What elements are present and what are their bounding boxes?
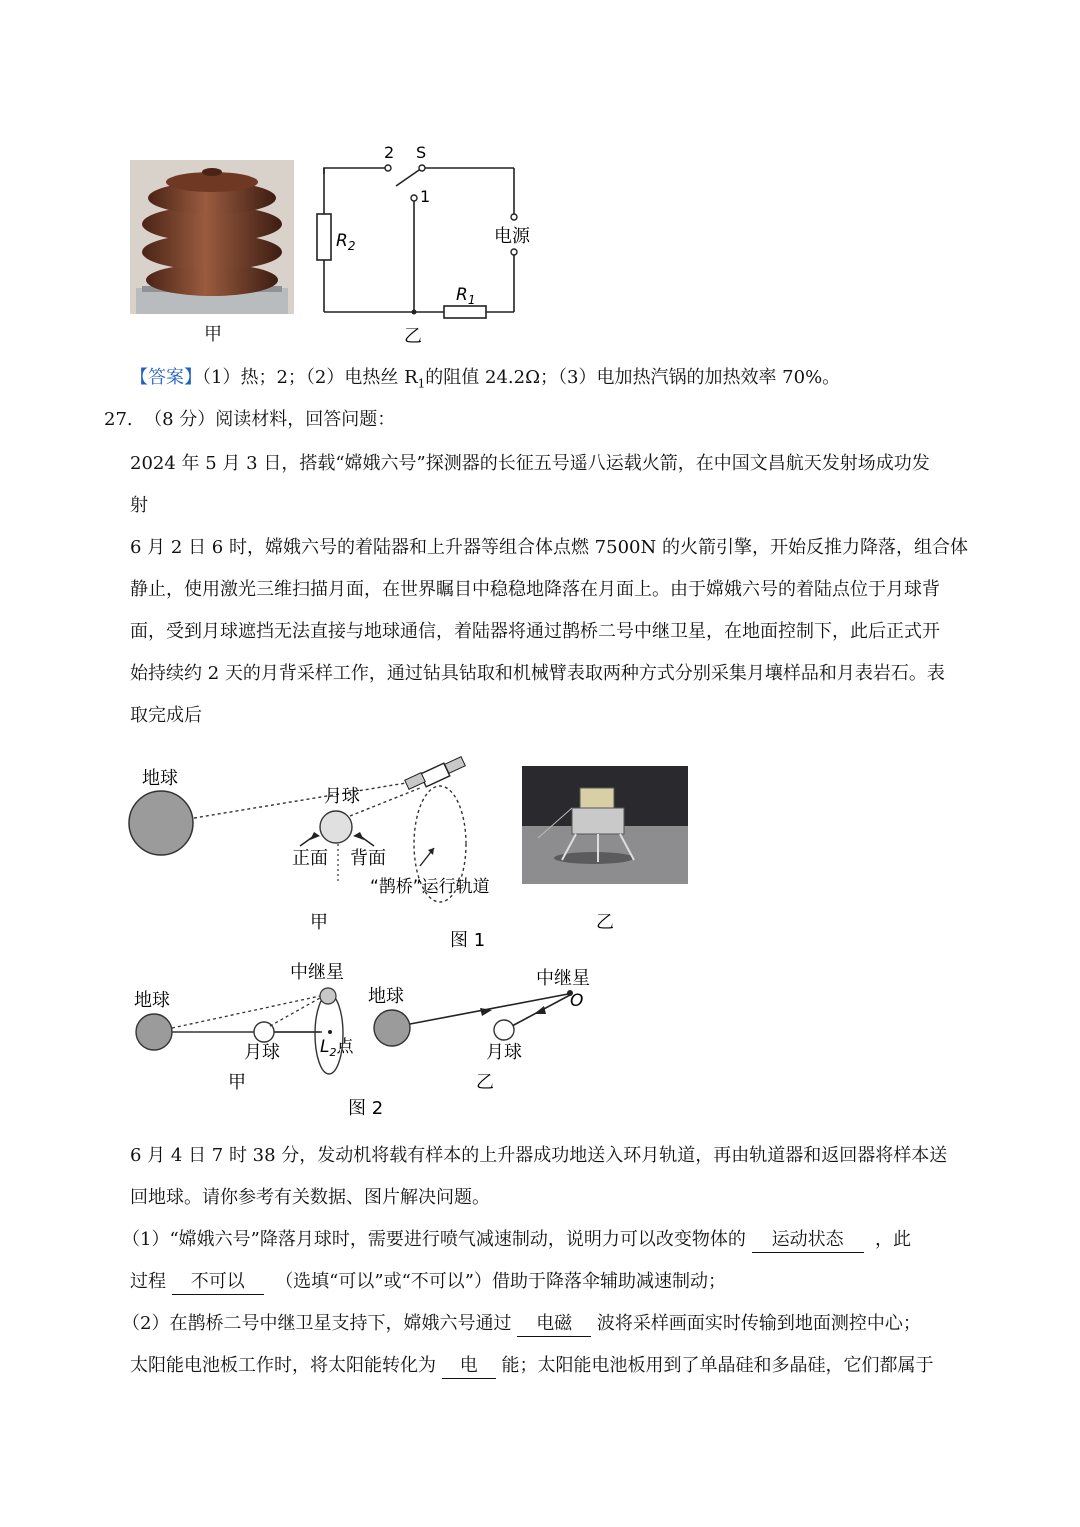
r2-label: $R_2$ xyxy=(336,231,356,253)
para2-line3: 面，受到月球遮挡无法直接与地球通信，着陆器将通过鹊桥二号中继卫星，在地面控制下，此后正式开 xyxy=(130,621,940,642)
l2-point xyxy=(328,1030,332,1034)
sub-question-1-line1: （1）“嫦娥六号”降落月球时，需要进行喷气减速制动，说明力可以改变物体的 运动状态 ，此 xyxy=(122,1228,911,1253)
front-arrow xyxy=(310,832,320,840)
question-27-header: 27. （8 分）阅读材料，回答问题： xyxy=(104,409,396,430)
fig1-yi-label: 乙 xyxy=(596,912,614,933)
moon-relay-link xyxy=(350,788,420,816)
switch-blade xyxy=(396,168,422,186)
para2-line5: 取完成后 xyxy=(130,705,202,726)
sub-question-1-line2: 过程 不可以 （选填“可以”或“不可以”）借助于降落伞辅助减速制动； xyxy=(130,1270,726,1295)
para2-line4: 始持续约 2 天的月背采样工作，通过钻具钻取和机械臂表取两种方式分别采集月壤样品和月表岩石。表 xyxy=(130,663,945,684)
junction-dot xyxy=(412,310,417,315)
l2-point-label: $L_2$点 xyxy=(320,1037,354,1059)
back-arrow xyxy=(353,832,364,840)
figure-1-caption: 图 1 xyxy=(450,930,486,951)
power-source-label: 电源 xyxy=(494,226,530,247)
fig2-earth-circle xyxy=(136,1014,172,1050)
resistor-r2 xyxy=(317,214,331,260)
resistor-r1 xyxy=(444,306,486,318)
para3-line1: 6 月 4 日 7 时 38 分，发动机将载有样本的上升器成功地送入环月轨道，再由轨道器和返回器将样本送 xyxy=(130,1145,948,1166)
answer-tag: 【答案】 xyxy=(130,367,202,388)
fig2-earth-relay-link xyxy=(172,996,320,1028)
para2-line1: 6 月 2 日 6 时，嫦娥六号的着陆器和上升器等组合体点燃 7500N 的火箭引擎，开始反推力降落，组合体 xyxy=(130,537,968,558)
fig2-moon-relay-link xyxy=(270,998,320,1026)
fig2-moon-label: 月球 xyxy=(244,1042,280,1063)
fig2b-o-label: O xyxy=(570,991,584,1011)
sub-question-2-line1: （2）在鹊桥二号中继卫星支持下，嫦娥六号通过 电磁 波将采样画面实时传输到地面测控中心； xyxy=(122,1312,921,1337)
figure-2-caption: 图 2 xyxy=(348,1098,384,1119)
l2-halo-orbit xyxy=(315,994,343,1074)
fig2-jia-label: 甲 xyxy=(228,1072,246,1093)
fig2-earth-label: 地球 xyxy=(134,990,170,1011)
answer-blank-electromagnetic: 电磁 xyxy=(517,1312,591,1337)
front-side-label: 正面 xyxy=(292,848,328,869)
fig2b-relay-label: 中继星 xyxy=(536,968,590,989)
fig2-relay-icon xyxy=(320,988,336,1004)
moon-label: 月球 xyxy=(324,786,360,807)
steamer-photo xyxy=(130,160,294,314)
question-number: 27. xyxy=(104,409,133,430)
fig2b-earth-circle xyxy=(374,1010,410,1046)
fig2-yi-label: 乙 xyxy=(476,1072,494,1093)
wire-top-left xyxy=(324,168,388,174)
answer-blank-electric: 电 xyxy=(442,1354,496,1379)
circuit-diagram xyxy=(310,140,540,350)
source-terminal-top xyxy=(511,214,517,220)
contact-1 xyxy=(411,195,417,201)
sub-question-2-line2: 太阳能电池板工作时，将太阳能转化为 电 能；太阳能电池板用到了单晶硅和多晶硅，它们都属于 xyxy=(130,1354,933,1379)
answer-blank-motion-state: 运动状态 xyxy=(752,1228,864,1253)
moon-circle xyxy=(320,811,352,843)
earth-relay-link xyxy=(194,780,424,818)
answer-line: 【答案】（1）热；2；（2）电热丝 $R_1$的阻值 24.2Ω；（3）电加热汽锅的加热效率 70%。 xyxy=(130,367,841,391)
source-terminal-bottom xyxy=(511,249,517,255)
steamer-illustration xyxy=(130,160,294,314)
fig1-jia-label: 甲 xyxy=(310,912,328,933)
para2-line2: 静止，使用激光三维扫描月面，在世界瞩目中稳稳地降落在月面上。由于嫦娥六号的着陆点位于月球背 xyxy=(130,579,940,600)
answer-blank-cannot: 不可以 xyxy=(172,1270,264,1295)
fig2b-earth-label: 地球 xyxy=(368,986,404,1007)
earth-label: 地球 xyxy=(142,768,178,789)
contact-2 xyxy=(385,165,391,171)
fig2b-moon-circle xyxy=(494,1020,514,1040)
fig2b-moon-label: 月球 xyxy=(486,1042,522,1063)
orbit-label: “鹊桥”运行轨道 xyxy=(370,877,490,897)
contact-1-label: 1 xyxy=(420,187,431,206)
relay-satellite-icon xyxy=(405,757,466,790)
switch-label: S xyxy=(416,143,427,162)
figure-1-and-2 xyxy=(124,748,704,1128)
para3-line2: 回地球。请你参考有关数据、图片解决问题。 xyxy=(130,1187,490,1208)
para1-line1: 2024 年 5 月 3 日，搭载“嫦娥六号”探测器的长征五号遥八运载火箭，在中国文昌航天发射场成功发 xyxy=(130,453,930,474)
earth-circle xyxy=(129,791,193,855)
circuit-label: 乙 xyxy=(404,326,422,347)
r1-label: $R_1$ xyxy=(456,285,476,307)
lander-photo xyxy=(522,766,688,884)
photo-label: 甲 xyxy=(204,324,222,345)
back-side-label: 背面 xyxy=(350,848,386,869)
contact-2-label: 2 xyxy=(384,143,395,162)
fig2-relay-label: 中继星 xyxy=(290,962,344,983)
switch-pivot xyxy=(419,165,425,171)
para1-line2: 射 xyxy=(130,495,148,516)
